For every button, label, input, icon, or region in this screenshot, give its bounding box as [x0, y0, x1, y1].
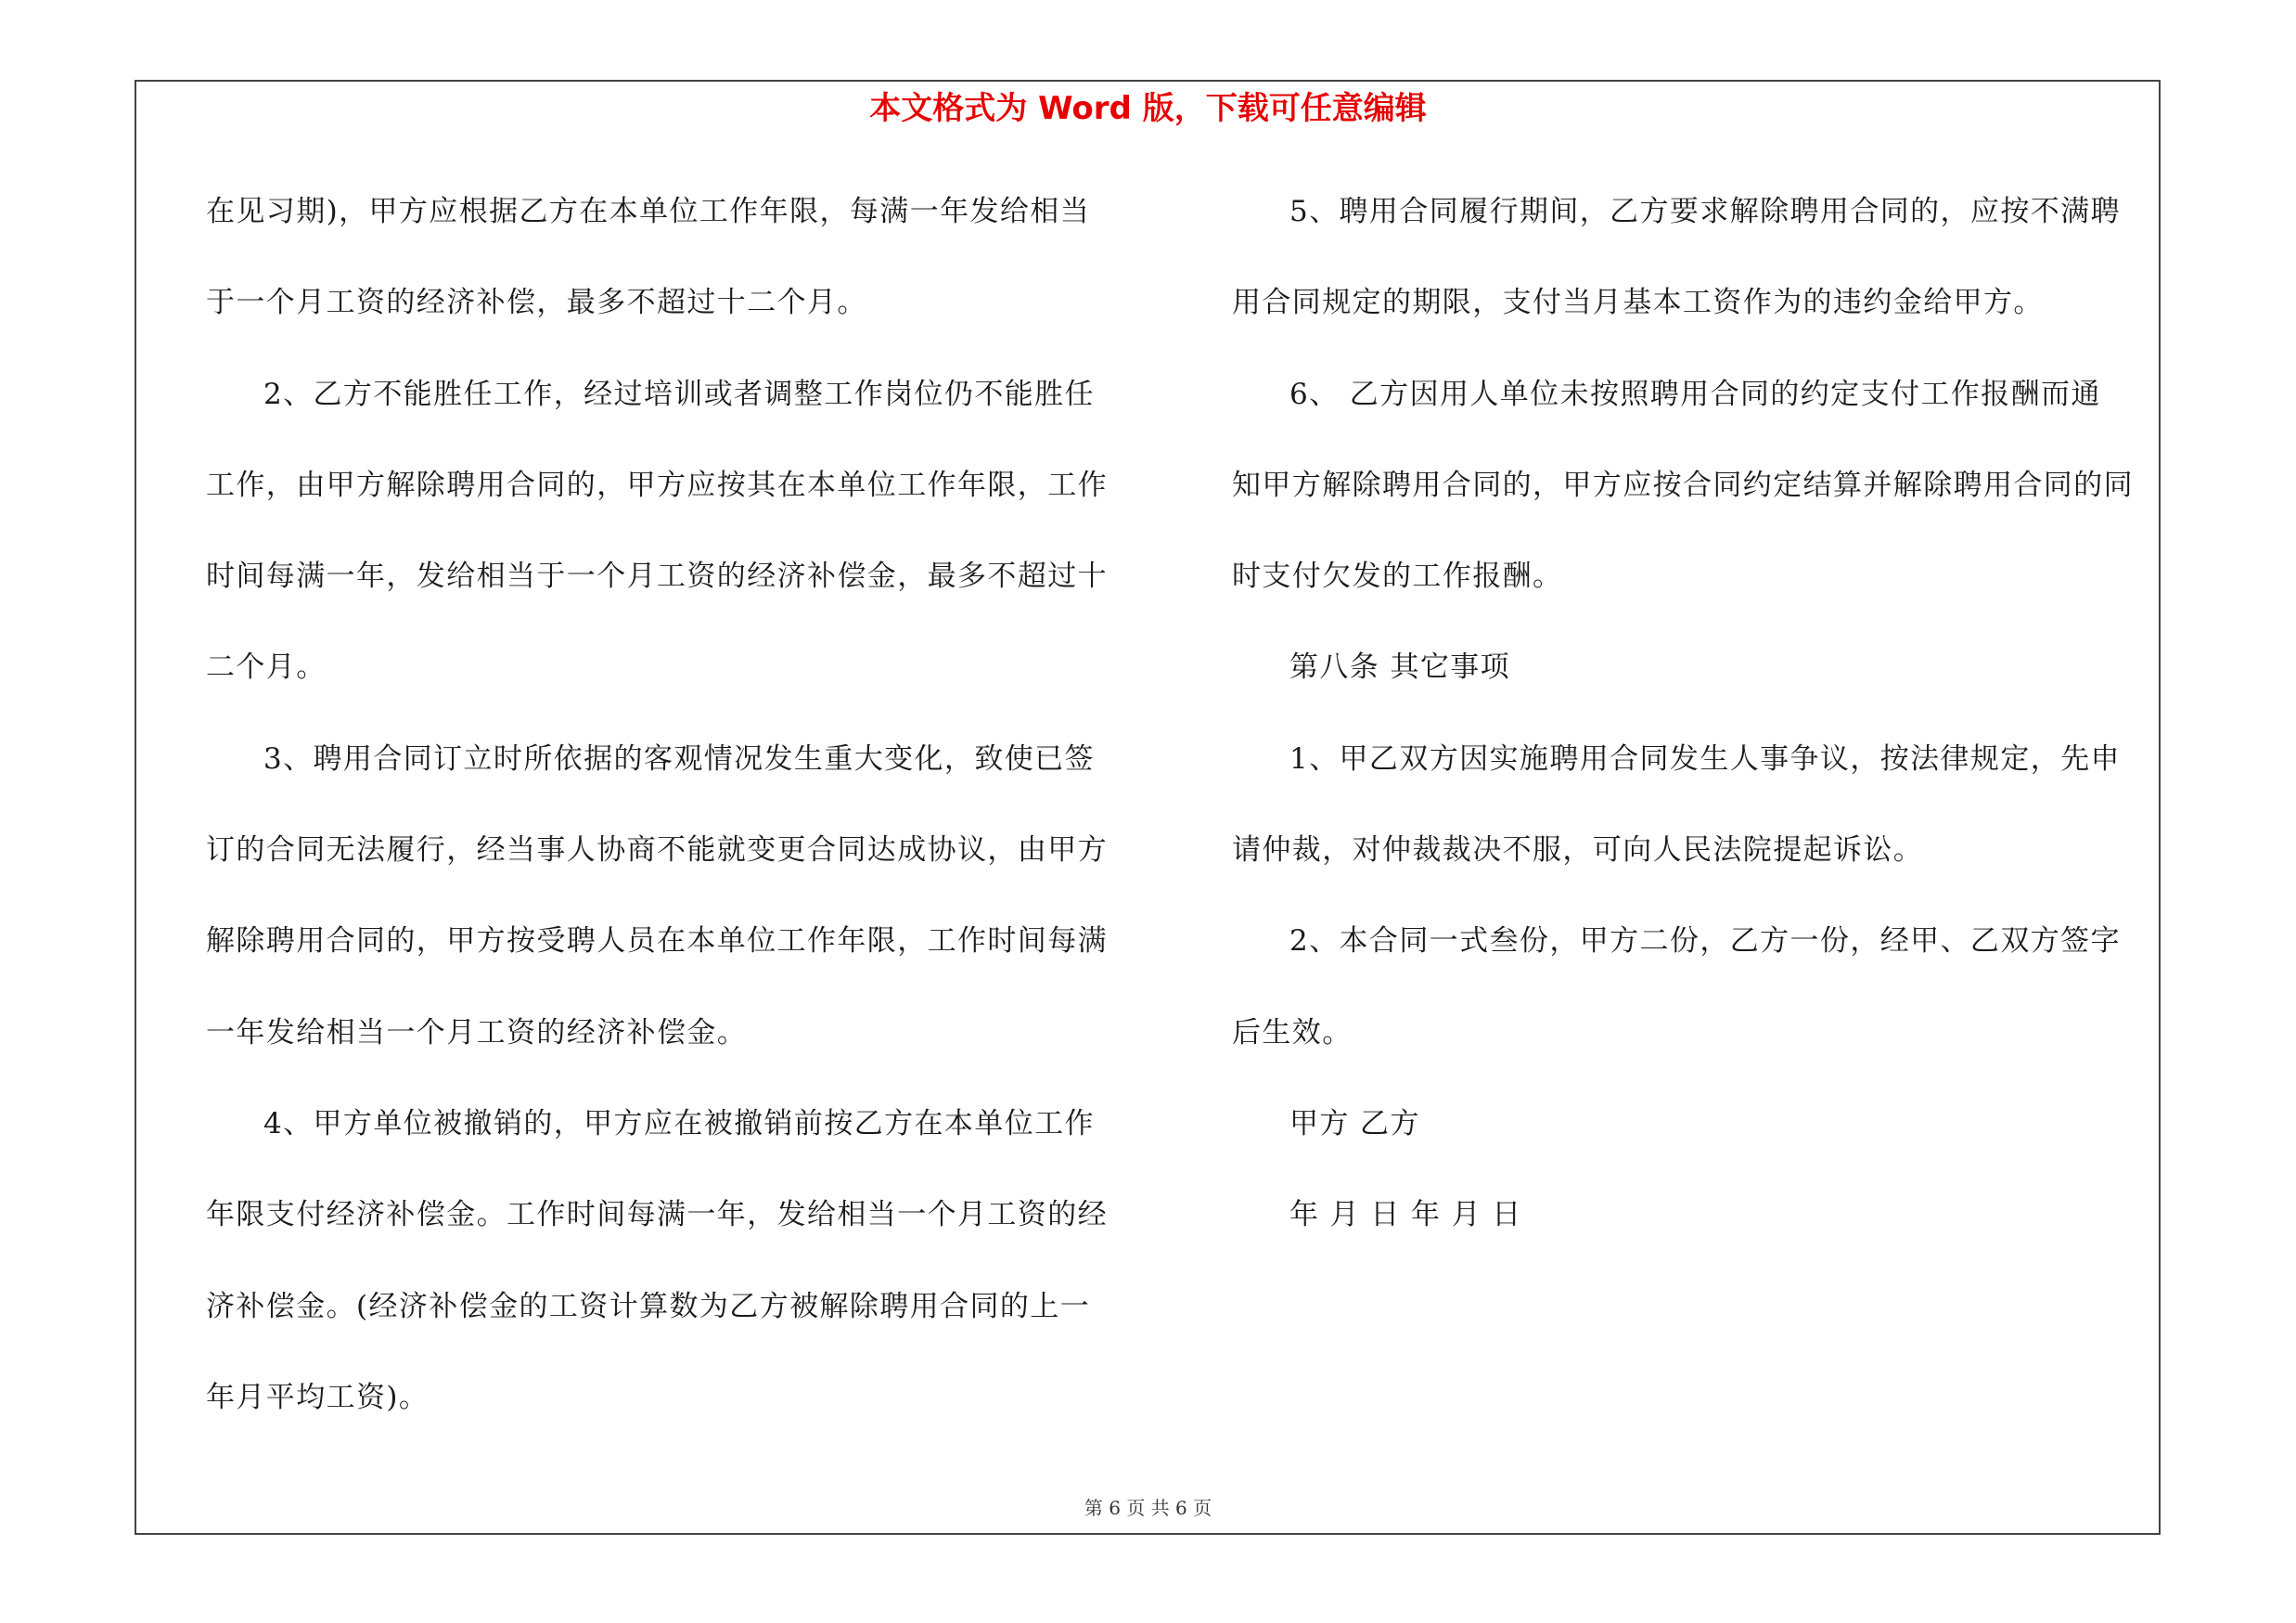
right-column-line: 时支付欠发的工作报酬。 [1232, 560, 1563, 594]
right-column-line: 甲方 乙方 [1289, 1106, 1420, 1140]
left-column-line: 年限支付经济补偿金。工作时间每满一年，发给相当一个月工资的经 [206, 1198, 1108, 1232]
left-column-line: 工作，由甲方解除聘用合同的，甲方应按其在本单位工作年限，工作 [206, 468, 1108, 502]
page-number-footer: 第 6 页 共 6 页 [1084, 1497, 1212, 1519]
left-column-line: 一年发给相当一个月工资的经济补偿金。 [206, 1015, 748, 1050]
left-column-line: 于一个月工资的经济补偿，最多不超过十二个月。 [206, 286, 867, 320]
right-column-line: 知甲方解除聘用合同的，甲方应按合同约定结算并解除聘用合同的同 [1232, 468, 2134, 502]
left-text-column [206, 182, 1126, 1459]
left-column-line: 2、乙方不能胜任工作，经过培训或者调整工作岗位仍不能胜任 [263, 377, 1095, 411]
right-column-line: 1、甲乙双方因实施聘用合同发生人事争议，按法律规定，先申 [1289, 741, 2121, 776]
right-column-line: 2、本合同一式叁份，甲方二份，乙方一份，经甲、乙双方签字 [1289, 924, 2121, 959]
word-format-banner: 本文格式为 Word 版，下载可任意编辑 [869, 90, 1427, 127]
right-column-line: 6、 乙方因用人单位未按照聘用合同的约定支付工作报酬而通 [1289, 377, 2101, 411]
left-column-line: 时间每满一年，发给相当于一个月工资的经济补偿金，最多不超过十 [206, 560, 1108, 594]
right-column-line: 用合同规定的期限，支付当月基本工资作为的违约金给甲方。 [1232, 286, 2044, 320]
left-column-line: 订的合同无法履行，经当事人协商不能就变更合同达成协议，由甲方 [206, 833, 1108, 868]
left-column-line: 4、甲方单位被撤销的，甲方应在被撤销前按乙方在本单位工作 [263, 1106, 1095, 1140]
right-column-line: 后生效。 [1232, 1015, 1353, 1050]
left-column-line: 3、聘用合同订立时所依据的客观情况发生重大变化，致使已签 [263, 741, 1095, 776]
left-column-line: 济补偿金。(经济补偿金的工资计算数为乙方被解除聘用合同的上一 [206, 1289, 1091, 1323]
right-column-line: 5、聘用合同履行期间，乙方要求解除聘用合同的，应按不满聘 [1289, 195, 2121, 228]
left-column-line: 在见习期)，甲方应根据乙方在本单位工作年限，每满一年发给相当 [206, 195, 1091, 228]
left-column-line: 解除聘用合同的，甲方按受聘人员在本单位工作年限，工作时间每满 [206, 924, 1108, 959]
left-column-line: 年月平均工资)。 [206, 1380, 430, 1414]
right-column-line: 请仲裁，对仲裁裁决不服，可向人民法院提起诉讼。 [1232, 833, 1924, 868]
left-column-line: 二个月。 [206, 650, 327, 685]
right-column-line: 第八条 其它事项 [1289, 650, 1511, 685]
right-text-column [1232, 182, 2152, 1277]
right-column-line: 年 月 日 年 月 日 [1289, 1198, 1522, 1232]
